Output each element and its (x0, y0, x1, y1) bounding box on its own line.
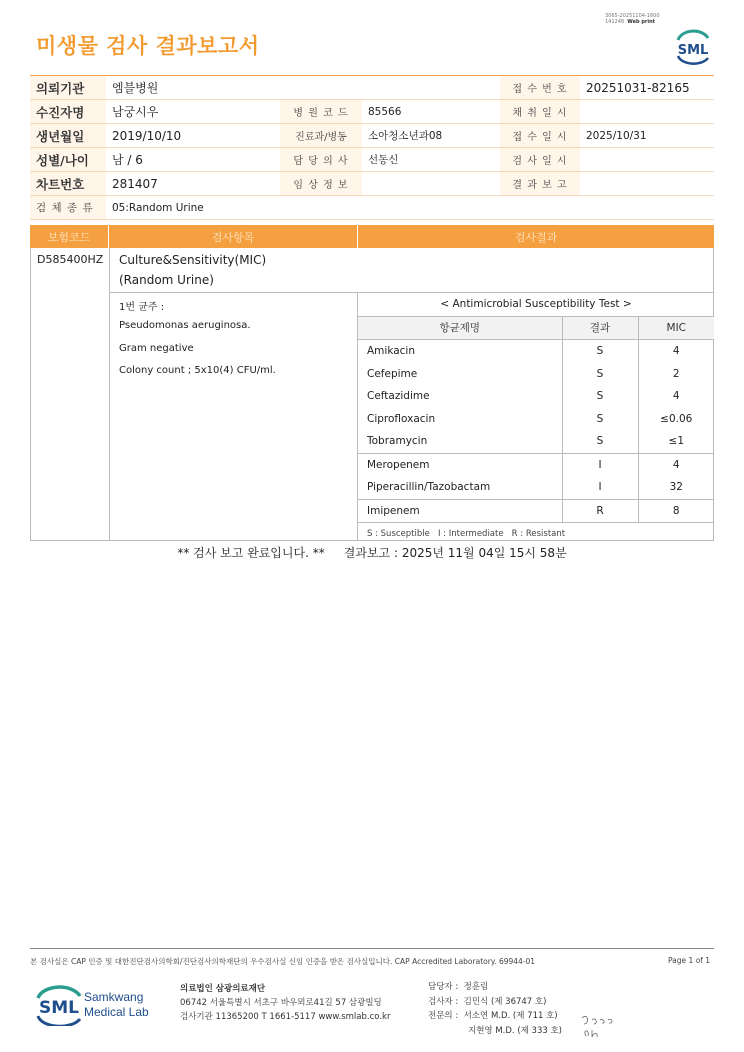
ast-mic: 2 (638, 363, 714, 386)
table-row (358, 499, 714, 523)
label-sex-age: 성별/나이 (30, 148, 106, 172)
label-accession-no: 접 수 번 호 (500, 76, 580, 100)
value-requester: 엠블병원 (106, 76, 280, 100)
table-row (358, 476, 714, 499)
staff-name: 김민식 (제 36747 호) (463, 996, 547, 1007)
patient-info-table (30, 75, 714, 220)
value-collection-date (580, 100, 714, 124)
value-doctor: 선동신 (362, 148, 500, 172)
info-row (30, 100, 714, 124)
info-row (30, 124, 714, 148)
value-accession-no: 20251031-82165 (580, 76, 714, 100)
ast-drug: Tobramycin (367, 435, 428, 448)
sml-logo-text: SML (677, 43, 709, 58)
print-code-1: 3065-20251104-1600 (605, 13, 660, 19)
label-specimen: 검 체 종 류 (30, 196, 106, 220)
header-insurance-code: 보험코드 (30, 225, 109, 248)
ast-result: I (562, 476, 638, 499)
ast-drug: Ceftazidime (367, 390, 430, 403)
label-chart-no: 차트번호 (30, 172, 106, 196)
ast-title-row (358, 293, 714, 316)
ast-mic: 4 (638, 453, 714, 476)
organization-info (180, 982, 390, 1024)
value-test-date (580, 148, 714, 172)
ast-mic: ≤1 (638, 430, 714, 453)
print-code-2: 141248 (605, 19, 625, 25)
ast-col-result: 결과 (562, 316, 638, 340)
ast-result: S (562, 340, 638, 363)
page-number: Page 1 of 1 (668, 956, 711, 965)
ast-drug: Imipenem (358, 499, 562, 523)
ast-result: S (562, 363, 638, 386)
logo-mark-text: SML (39, 998, 79, 1018)
results-header (30, 225, 714, 248)
staff-label: 전문의 : (428, 1011, 459, 1021)
colony-count: Colony count ; 5x10(4) CFU/ml. (119, 365, 276, 376)
label-clinical-info: 임 상 정 보 (280, 172, 362, 196)
ast-drug: Ciprofloxacin (367, 412, 436, 425)
staff-label: 검사자 : (428, 996, 459, 1007)
susceptibility-table (358, 293, 714, 546)
ast-result: R (562, 499, 638, 523)
value-clinical-info (362, 172, 500, 196)
value-specimen: 05:Random Urine (106, 196, 714, 220)
org-name: 의료법인 삼광의료재단 (180, 984, 266, 994)
accreditation-note: 본 검사실은 CAP 인증 및 대한진단검사의학회/진단검사의학재단의 우수검사실 신임 인증을 받은 검사실입니다. CAP Accredited Laboratory. 69944-01 (30, 957, 536, 966)
ast-result: S (562, 385, 638, 408)
staff-name: 서소연 M.D. (제 711 호) (463, 1011, 558, 1021)
org-contact: 검사기관 11365200 T 1661-5117 www.smlab.co.kr (180, 1012, 391, 1022)
info-row (30, 148, 714, 172)
staff-name: 정훈림 (463, 982, 489, 992)
insurance-code: D585400HZ (37, 253, 104, 266)
report-title: 미생물 검사 결과보고서 (36, 34, 260, 58)
value-sex-age: 남 / 6 (106, 148, 280, 172)
label-doctor: 담 당 의 사 (280, 148, 362, 172)
label-birthdate: 생년월일 (30, 124, 106, 148)
staff-info (428, 980, 562, 1038)
value-chart-no: 281407 (106, 172, 280, 196)
staff-name: 지현영 M.D. (제 333 호) (468, 1025, 563, 1036)
ast-mic: 4 (638, 340, 714, 363)
ast-mic: 4 (638, 385, 714, 408)
header-test-result: 검사결과 (514, 230, 558, 244)
label-collection-date: 채 취 일 시 (500, 100, 580, 124)
value-result-report (580, 172, 714, 196)
samkwang-logo-icon (36, 982, 161, 1026)
ast-mic: 32 (638, 476, 714, 499)
header-test-item: 검사항목 (109, 225, 358, 248)
ast-col-mic: MIC (638, 316, 714, 340)
org-address: 06742 서울특별시 서초구 바우뫼로41길 57 삼광빌딩 (180, 998, 382, 1008)
organism-number: 1번 균주 : (119, 302, 165, 313)
value-hospital-code: 85566 (362, 100, 500, 124)
table-row (358, 453, 714, 476)
logo-text-2: Medical Lab (84, 1005, 149, 1019)
ast-drug: Meropenem (358, 453, 562, 476)
table-row (358, 408, 714, 431)
ast-header-row (358, 316, 714, 340)
ast-result: S (562, 430, 638, 453)
ast-drug: Cefepime (367, 367, 418, 380)
logo-text-1: Samkwang (84, 990, 144, 1004)
ast-result: S (562, 408, 638, 431)
footer-divider (30, 948, 714, 949)
report-complete-note: ** 검사 보고 완료입니다. ** 결과보고 : 2025년 11월 04일 15시 58분 (177, 546, 567, 560)
info-row (30, 76, 714, 100)
ast-legend: S : Susceptible I : Intermediate R : Resistant (358, 523, 714, 546)
table-row (358, 430, 714, 453)
label-hospital-code: 병 원 코 드 (280, 100, 362, 124)
label-requester: 의뢰기관 (30, 76, 106, 100)
value-department: 소아청소년과08 (362, 124, 500, 148)
ast-legend-row (358, 523, 714, 546)
value-patient-name: 남궁시우 (106, 100, 280, 124)
label-patient-name: 수진자명 (30, 100, 106, 124)
value-birthdate: 2019/10/10 (106, 124, 280, 148)
signature-icon (578, 1010, 618, 1040)
sml-logo-icon (672, 26, 714, 66)
ast-title: < Antimicrobial Susceptibility Test > (440, 298, 632, 311)
print-code-3: Web print (627, 19, 656, 25)
label-received-date: 접 수 일 시 (500, 124, 580, 148)
test-specimen: (Random Urine) (119, 273, 214, 287)
ast-col-drug: 항균제명 (358, 316, 562, 340)
test-name: Culture&Sensitivity(MIC) (119, 253, 267, 267)
ast-drug: Piperacillin/Tazobactam (367, 481, 491, 494)
info-row (30, 172, 714, 196)
label-result-report: 결 과 보 고 (500, 172, 580, 196)
info-row (30, 196, 714, 220)
label-test-date: 검 사 일 시 (500, 148, 580, 172)
table-row (358, 340, 714, 363)
label-department: 진료과/병동 (280, 124, 362, 148)
print-code (605, 13, 660, 25)
value-received-date: 2025/10/31 (580, 124, 714, 148)
gram-stain: Gram negative (119, 343, 194, 354)
ast-drug: Amikacin (367, 345, 416, 358)
staff-label: 담당자 : (428, 982, 459, 992)
ast-mic: ≤0.06 (638, 408, 714, 431)
table-row (358, 363, 714, 386)
organism-name: Pseudomonas aeruginosa. (119, 320, 251, 331)
table-row (358, 385, 714, 408)
ast-mic: 8 (638, 499, 714, 523)
ast-result: I (562, 453, 638, 476)
